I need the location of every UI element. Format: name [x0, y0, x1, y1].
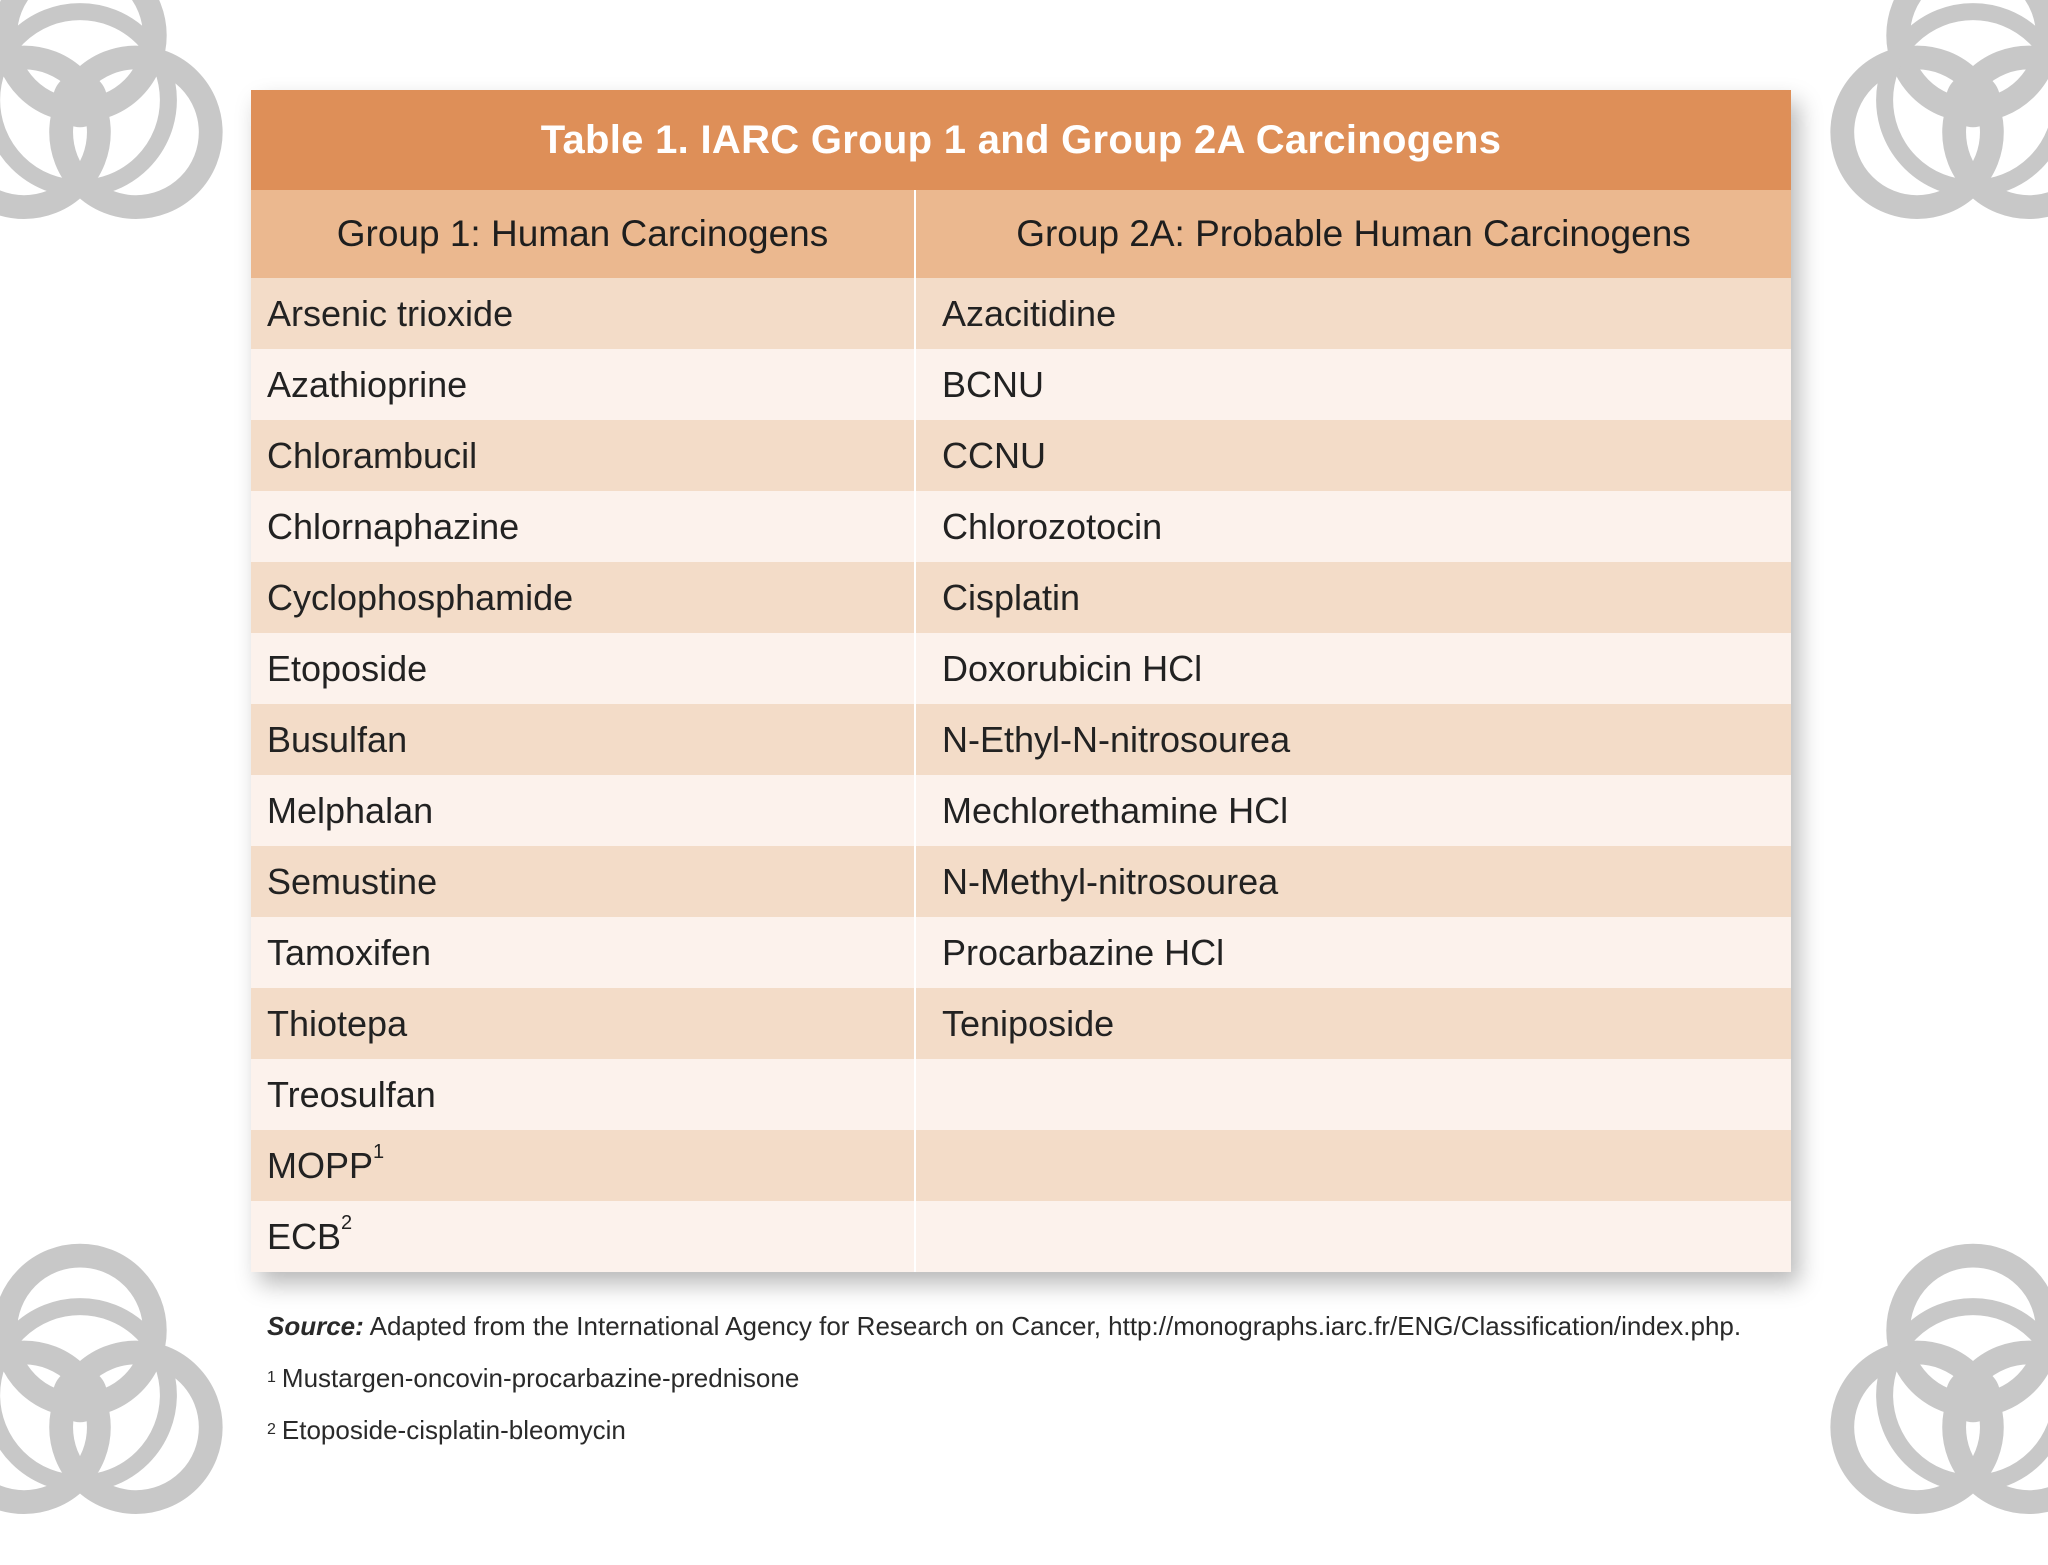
cell-group1-text: Treosulfan: [267, 1073, 436, 1115]
footnote: [267, 1414, 1741, 1466]
cell-group1-text: MOPP: [267, 1144, 374, 1186]
cell-group1-text: Chlornaphazine: [267, 505, 520, 547]
footnote-mark: 1: [267, 1369, 276, 1386]
cell-group1-text: Chlorambucil: [267, 434, 478, 476]
table-row: [251, 1130, 1791, 1201]
footnote-reference: 1: [373, 1140, 385, 1163]
table-body: [251, 190, 1791, 1272]
cell-group2a: N-Methyl-nitrosourea: [915, 846, 1791, 917]
cell-group1: [251, 704, 915, 775]
cell-group1: [251, 562, 915, 633]
cell-group2a: [915, 1201, 1791, 1272]
source-text: Adapted from the International Agency for Research on Cancer, http://monographs.iarc.fr/ENG/Classification/index.php.: [363, 1311, 1742, 1341]
cell-group1: [251, 491, 915, 562]
cell-group2a: BCNU: [915, 349, 1791, 420]
cell-group1: [251, 1201, 915, 1272]
cell-group1-text: Cyclophosphamide: [267, 576, 574, 618]
cell-group1-text: Azathioprine: [267, 363, 468, 405]
cell-group2a: [915, 1130, 1791, 1201]
cell-group2a: Doxorubicin HCl: [915, 633, 1791, 704]
cell-group1: [251, 917, 915, 988]
cell-group2a: Procarbazine HCl: [915, 917, 1791, 988]
cell-group1: [251, 420, 915, 491]
table-row: [251, 278, 1791, 349]
table-row: [251, 704, 1791, 775]
cell-group2a: Teniposide: [915, 988, 1791, 1059]
biohazard-icon: [1803, 1225, 2048, 1565]
cell-group1: [251, 775, 915, 846]
cell-group1-text: Arsenic trioxide: [267, 292, 514, 334]
footnote-text: Etoposide-cisplatin-bleomycin: [281, 1415, 626, 1445]
table-row: [251, 349, 1791, 420]
table-notes: [267, 1310, 1741, 1466]
cell-group1-text: ECB: [267, 1215, 342, 1257]
footnote-reference: 2: [341, 1211, 353, 1234]
source-note: [267, 1310, 1741, 1362]
footnote: [267, 1362, 1741, 1414]
table-row: [251, 1059, 1791, 1130]
biohazard-icon: [1803, 0, 2048, 270]
table-row: [251, 1201, 1791, 1272]
source-label: Source:: [267, 1311, 364, 1341]
table-row: [251, 775, 1791, 846]
cell-group1-text: Semustine: [267, 860, 438, 902]
cell-group1: [251, 988, 915, 1059]
cell-group1: [251, 278, 915, 349]
table-row: [251, 846, 1791, 917]
cell-group2a: [915, 1059, 1791, 1130]
biohazard-icon: [0, 1225, 250, 1565]
cell-group2a: Cisplatin: [915, 562, 1791, 633]
cell-group1: [251, 349, 915, 420]
table-row: [251, 420, 1791, 491]
column-header-group2a: Group 2A: Probable Human Carcinogens: [915, 190, 1791, 278]
column-header-group1: Group 1: Human Carcinogens: [251, 190, 915, 278]
footnote-text: Mustargen-oncovin-procarbazine-prednisone: [281, 1363, 800, 1393]
cell-group1: [251, 846, 915, 917]
table-row: [251, 491, 1791, 562]
cell-group2a: N-Ethyl-N-nitrosourea: [915, 704, 1791, 775]
carcinogens-table: [251, 90, 1791, 1272]
cell-group1-text: Tamoxifen: [267, 931, 432, 973]
cell-group2a: Mechlorethamine HCl: [915, 775, 1791, 846]
cell-group1: [251, 1130, 915, 1201]
cell-group1: [251, 633, 915, 704]
table-row: [251, 562, 1791, 633]
header-row: [251, 190, 1791, 278]
cell-group1: [251, 1059, 915, 1130]
cell-group1-text: Etoposide: [267, 647, 428, 689]
cell-group1-text: Melphalan: [267, 789, 434, 831]
cell-group2a: Chlorozotocin: [915, 491, 1791, 562]
cell-group1-text: Busulfan: [267, 718, 408, 760]
cell-group2a: Azacitidine: [915, 278, 1791, 349]
table-row: [251, 633, 1791, 704]
table-title: Table 1. IARC Group 1 and Group 2A Carcinogens: [251, 90, 1791, 190]
table-row: [251, 988, 1791, 1059]
table-row: [251, 917, 1791, 988]
biohazard-icon: [0, 0, 250, 270]
footnote-mark: 2: [267, 1421, 276, 1438]
cell-group2a: CCNU: [915, 420, 1791, 491]
cell-group1-text: Thiotepa: [267, 1002, 408, 1044]
